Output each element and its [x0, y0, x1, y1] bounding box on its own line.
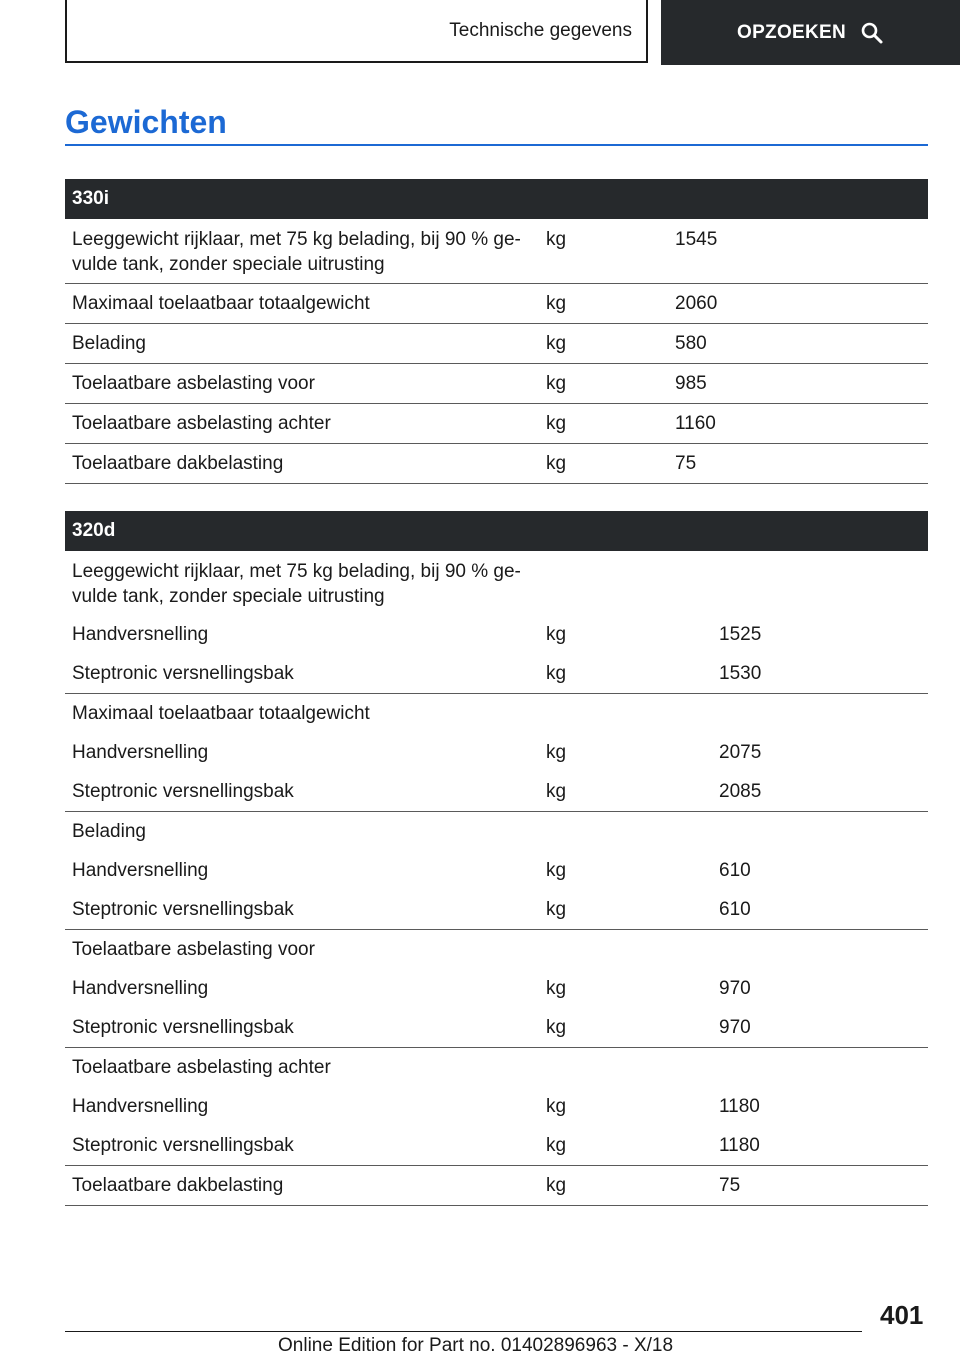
row-unit: kg [546, 1135, 567, 1156]
row-label: Belading [72, 333, 146, 354]
table-row [65, 284, 928, 324]
row-value: 580 [675, 333, 707, 354]
search-button[interactable] [661, 0, 960, 65]
row-value: 1180 [719, 1096, 760, 1117]
page-title: Gewichten [65, 104, 227, 140]
row-label: Steptronic versnellingsbak [72, 1135, 294, 1156]
row-value: 1530 [719, 663, 762, 684]
table-row [65, 551, 928, 615]
table-row [65, 1126, 928, 1166]
row-label: Maximaal toelaatbaar totaalgewicht [72, 293, 370, 314]
table-heading-label: 320d [72, 520, 116, 541]
row-label: Handversnelling [72, 624, 209, 645]
row-value: 75 [719, 1175, 741, 1196]
table-row [65, 324, 928, 364]
row-label: Toelaatbare asbelasting achter [72, 1057, 331, 1078]
table-row [65, 615, 928, 654]
row-label: Toelaatbare asbelasting voor [72, 373, 315, 394]
table-heading [65, 179, 928, 219]
row-unit: kg [546, 1175, 567, 1196]
row-value: 2075 [719, 742, 762, 763]
table-row [65, 219, 928, 284]
row-value: 970 [719, 978, 751, 999]
row-unit: kg [546, 1017, 567, 1038]
table-row [65, 733, 928, 772]
top-navigation [65, 0, 960, 66]
table-row [65, 1048, 928, 1087]
table-row [65, 1008, 928, 1048]
row-label: Handversnelling [72, 742, 209, 763]
row-value: 1525 [719, 624, 762, 645]
row-value: 985 [675, 373, 707, 394]
row-value: 2060 [675, 293, 718, 314]
row-unit: kg [546, 333, 567, 354]
row-unit: kg [546, 413, 567, 434]
section-tab[interactable] [65, 0, 648, 63]
section-label: Technische gegevens [449, 19, 632, 41]
table-row [65, 812, 928, 851]
row-label: Leeggewicht rijklaar, met 75 kg belading, bij 90 % ge- vulde tank, zonder speciale uitrusting [72, 229, 521, 275]
row-value: 75 [675, 453, 697, 474]
table-heading-label: 330i [72, 188, 109, 209]
row-unit: kg [546, 899, 567, 920]
row-value: 2085 [719, 781, 762, 802]
row-unit: kg [546, 663, 567, 684]
table-row [65, 694, 928, 733]
table-row [65, 444, 928, 484]
weights-table-320d [65, 511, 928, 1206]
table-row [65, 364, 928, 404]
row-unit: kg [546, 978, 567, 999]
table-heading [65, 511, 928, 551]
row-unit: kg [546, 293, 567, 314]
table-row [65, 1166, 928, 1206]
row-value: 610 [719, 860, 751, 881]
row-label: Steptronic versnellingsbak [72, 1017, 294, 1038]
row-unit: kg [546, 229, 567, 250]
row-unit: kg [546, 373, 567, 394]
search-icon [860, 21, 884, 45]
row-label: Toelaatbare asbelasting achter [72, 413, 331, 434]
row-unit: kg [546, 1096, 567, 1117]
table-row [65, 404, 928, 444]
row-unit: kg [546, 742, 567, 763]
row-label: Toelaatbare dakbelasting [72, 1175, 284, 1196]
row-label: Steptronic versnellingsbak [72, 663, 294, 684]
edition-note: Online Edition for Part no. 01402896963 - X/18 [278, 1335, 674, 1356]
row-unit: kg [546, 453, 567, 474]
row-unit: kg [546, 781, 567, 802]
page-number: 401 [880, 1300, 924, 1330]
row-label: Leeggewicht rijklaar, met 75 kg belading, bij 90 % ge- vulde tank, zonder speciale uitrusting [72, 561, 521, 607]
row-unit: kg [546, 624, 567, 645]
weights-table-330i [65, 179, 928, 484]
row-label: Handversnelling [72, 978, 209, 999]
row-label: Toelaatbare dakbelasting [72, 453, 284, 474]
row-value: 1545 [675, 229, 718, 250]
table-row [65, 772, 928, 812]
row-label: Handversnelling [72, 1096, 209, 1117]
table-row [65, 890, 928, 930]
table-row [65, 654, 928, 694]
footer-divider [65, 1331, 862, 1332]
row-unit: kg [546, 860, 567, 881]
row-label: Steptronic versnellingsbak [72, 899, 294, 920]
row-value: 970 [719, 1017, 751, 1038]
row-value: 1180 [719, 1135, 760, 1156]
row-value: 610 [719, 899, 751, 920]
row-label: Handversnelling [72, 860, 209, 881]
title-divider [65, 144, 928, 146]
table-row [65, 969, 928, 1008]
table-row [65, 930, 928, 969]
row-value: 1160 [675, 413, 716, 434]
row-label: Belading [72, 821, 146, 842]
row-label: Steptronic versnellingsbak [72, 781, 294, 802]
row-label: Toelaatbare asbelasting voor [72, 939, 315, 960]
table-row [65, 1087, 928, 1126]
search-label: OPZOEKEN [736, 21, 847, 43]
row-label: Maximaal toelaatbaar totaalgewicht [72, 703, 370, 724]
table-row [65, 851, 928, 890]
